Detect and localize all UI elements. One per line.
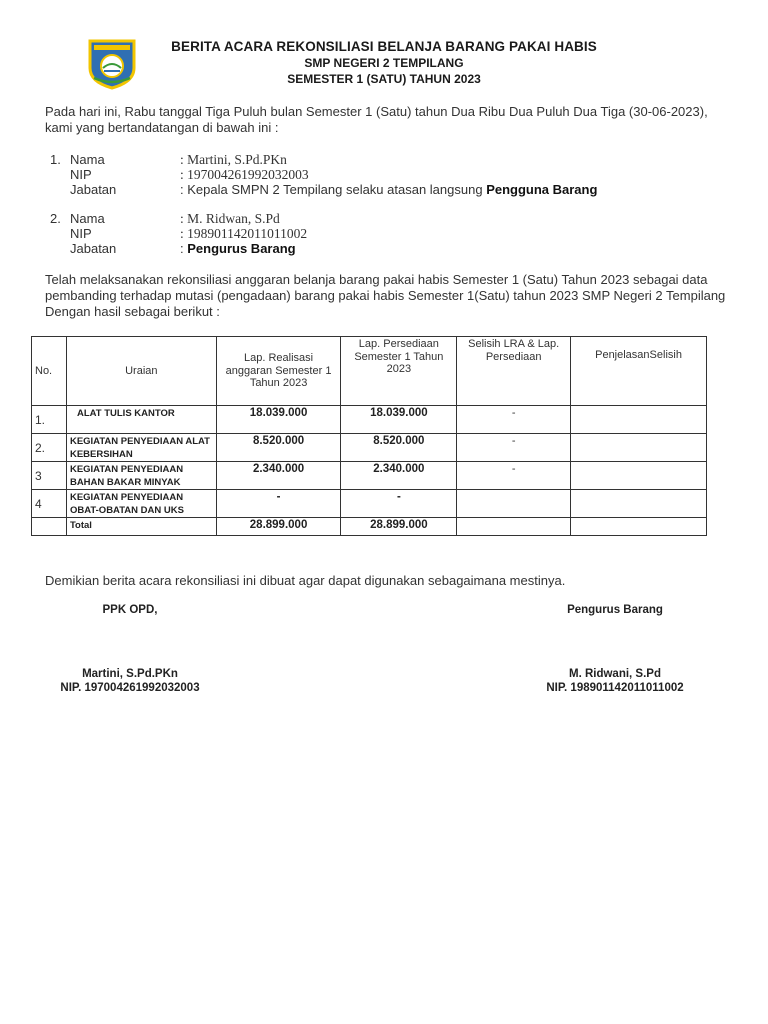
- header-persediaan: Lap. Persediaan Semester 1 Tahun 2023: [341, 337, 457, 406]
- total-persediaan: 28.899.000: [341, 518, 457, 536]
- row-persediaan: 8.520.000: [341, 434, 457, 462]
- row-persediaan: 18.039.000: [341, 406, 457, 434]
- right-signatory-name: M. Ridwani, S.Pd: [568, 668, 661, 680]
- row-uraian: KEGIATAN PENYEDIAAN ALAT KEBERSIHAN: [66, 434, 216, 462]
- row-persediaan: -: [341, 490, 457, 518]
- left-signatory-name: Martini, S.Pd.PKn: [82, 668, 178, 680]
- total-no: [32, 518, 67, 536]
- row-no: 2.: [32, 434, 67, 462]
- person-number: 2.: [50, 211, 61, 226]
- table-row: [32, 462, 707, 490]
- header-selisih: Selisih LRA & Lap. Persediaan: [457, 337, 571, 406]
- nama-label: Nama: [70, 152, 105, 167]
- header-uraian: Uraian: [66, 337, 216, 406]
- row-penjelasan: [571, 490, 707, 518]
- closing-paragraph: Demikian berita acara rekonsiliasi ini dibuat agar dapat digunakan sebagaimana mestinya.: [45, 573, 566, 588]
- jabatan-label: Jabatan: [70, 241, 117, 256]
- table-header-row: [32, 337, 707, 406]
- total-penjelasan: [571, 518, 707, 536]
- table-row: [32, 434, 707, 462]
- header-lra: Lap. Realisasi anggaran Semester 1 Tahun 2023: [216, 337, 341, 406]
- semester-line: SEMESTER 1 (SATU) TAHUN 2023: [287, 72, 481, 86]
- row-selisih: -: [457, 434, 571, 462]
- row-penjelasan: [571, 462, 707, 490]
- row-selisih: -: [457, 462, 571, 490]
- jabatan-label: Jabatan: [70, 182, 117, 197]
- reconciliation-table: [31, 336, 707, 536]
- row-uraian: KEGIATAN PENYEDIAAN OBAT-OBATAN DAN UKS: [66, 490, 216, 518]
- jabatan-value: : Kepala SMPN 2 Tempilang selaku atasan langsung: [180, 182, 487, 197]
- person-1: [50, 152, 690, 197]
- nama-value: : Martini, S.Pd.PKn: [180, 152, 287, 167]
- total-lra: 28.899.000: [216, 518, 341, 536]
- left-signatory-nip: NIP. 197004261992032003: [60, 682, 200, 694]
- person-2: [50, 211, 690, 256]
- nip-label: NIP: [70, 167, 92, 182]
- row-lra: 18.039.000: [216, 406, 341, 434]
- header-penjelasan: PenjelasanSelisih: [571, 337, 707, 406]
- right-signatory-role: Pengurus Barang: [567, 604, 663, 616]
- row-uraian: ALAT TULIS KANTOR: [66, 406, 216, 434]
- row-no: 1.: [32, 406, 67, 434]
- nip-value: : 197004261992032003: [180, 167, 309, 182]
- table-row: [32, 490, 707, 518]
- row-persediaan: 2.340.000: [341, 462, 457, 490]
- nip-label: NIP: [70, 226, 92, 241]
- nip-value: : 198901142011011002: [180, 226, 308, 241]
- table-row: [32, 406, 707, 434]
- row-penjelasan: [571, 406, 707, 434]
- row-selisih: [457, 490, 571, 518]
- row-no: 4: [32, 490, 67, 518]
- row-no: 3: [32, 462, 67, 490]
- left-signatory-role: PPK OPD,: [102, 604, 158, 616]
- statement-paragraph: Telah melaksanakan rekonsiliasi anggaran belanja barang pakai habis Semester 1 (Satu) Tahun 2023 sebagai data pembanding terhadap mutasi (pengadaan) barang pakai habis Semester 1(Satu) tahun 2023 SMP Negeri 2 Tempilang Dengan hasil sebagai berikut :: [45, 272, 726, 319]
- person-number: 1.: [50, 152, 61, 167]
- header-no: No.: [32, 337, 67, 406]
- intro-paragraph: Pada hari ini, Rabu tanggal Tiga Puluh bulan Semester 1 (Satu) tahun Dua Ribu Dua Puluh Dua Tiga (30-06-2023), kami yang bertandatangan di bawah ini :: [45, 104, 708, 135]
- jabatan-role: Pengurus Barang: [187, 241, 296, 256]
- nama-value: : M. Ridwan, S.Pd: [180, 211, 280, 226]
- row-selisih: -: [457, 406, 571, 434]
- nama-label: Nama: [70, 211, 105, 226]
- row-penjelasan: [571, 434, 707, 462]
- row-uraian: KEGIATAN PENYEDIAAN BAHAN BAKAR MINYAK: [66, 462, 216, 490]
- right-signatory-nip: NIP. 198901142011011002: [546, 682, 684, 694]
- jabatan-value: :: [180, 241, 188, 256]
- row-lra: 8.520.000: [216, 434, 341, 462]
- row-lra: 2.340.000: [216, 462, 341, 490]
- jabatan-role: Pengguna Barang: [486, 182, 598, 197]
- table-total-row: [32, 518, 707, 536]
- row-lra: -: [216, 490, 341, 518]
- document-title: BERITA ACARA REKONSILIASI BELANJA BARANG PAKAI HABIS: [171, 39, 597, 54]
- total-selisih: [457, 518, 571, 536]
- school-name: SMP NEGERI 2 TEMPILANG: [304, 56, 464, 70]
- total-label: Total: [66, 518, 216, 536]
